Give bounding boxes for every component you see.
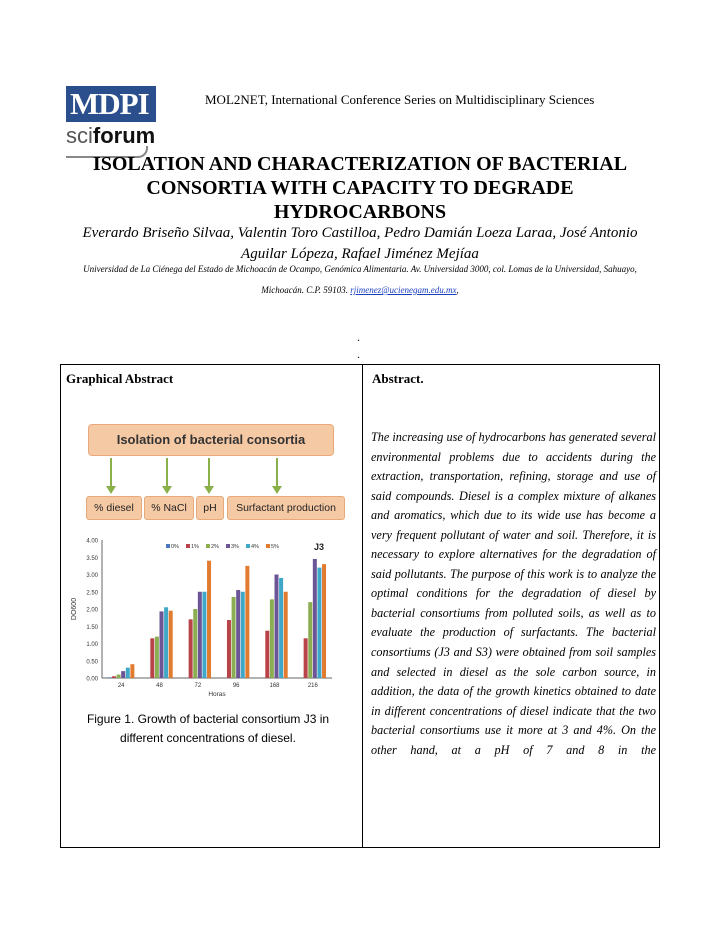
condition-nacl: % NaCl [144,496,194,520]
separator-dot-2: . [357,347,360,361]
y-tick-label: 2.50 [86,590,98,597]
bar [322,564,326,678]
conference-name: MOL2NET, International Conference Series on Multidisciplinary Sciences [205,92,595,107]
abstract-heading: Abstract. [372,371,424,386]
condition-diesel: % diesel [86,496,142,520]
arrowhead-1 [106,486,116,494]
bar [317,568,321,678]
bar [160,611,164,678]
y-tick-label: 0.00 [86,676,98,683]
paper-authors: Everardo Briseño Silvaa, Valentin Toro Castilloa, Pedro Damián Loeza Laraa, José Antonio Aguilar Lópeza, Rafael Jiménez Mejíaa [82,225,638,262]
arrow-3 [208,458,210,488]
bar [275,575,279,679]
bar [155,637,159,678]
bar [117,675,121,678]
bar [112,676,116,678]
bar [241,592,245,678]
sciforum-logo-text [66,124,156,148]
bar [232,597,236,678]
bar [304,638,308,678]
y-tick-label: 0.50 [86,659,98,666]
x-tick-label: 24 [117,683,125,689]
bar [202,592,206,678]
arrowhead-4 [272,486,282,494]
arrow-1 [110,458,112,488]
separator-dot-1: . [357,330,360,344]
bar [189,619,193,678]
x-tick-label: 72 [194,683,202,689]
x-tick-label: 48 [156,683,163,689]
arrowhead-2 [162,486,172,494]
legend-swatch [226,544,230,548]
x-tick-label: 168 [269,683,280,689]
bar [236,590,240,678]
legend-label: 0% [171,544,179,550]
legend-label: 3% [231,544,239,550]
graphical-abstract-heading: Graphical Abstract [66,371,174,386]
abstract-text: The increasing use of hydrocarbons has generated several environmental problems due to accidents during the extraction, transportation, refining, storage and use of said compounds. Diesel is a complex mixture of alkanes and aromatics, which due to its wide use has become a very frequent pollutant of water and soil. Therefore, it is necessary to explore alternatives for the degradation of said pollutants. The purpose of this work is to analyze the optimal conditions for the degradation of diesel by bacterial consortiums from polluted soils, as well as to evaluate the production of surfactants. The bacterial consortiums (J3 and S3) were obtained from soil samples and selected in diesel as the sole carbon source, in addition, the data of the growth kinetics obtained to date in different concentrations of diesel indicate that the two bacterial consortiums use it more at 3 and 4%. On the other hand, at a pH of 7 and 8 in the [371,430,656,757]
mdpi-sciforum-logo [66,86,156,158]
legend-label: 4% [251,544,259,550]
bar [164,607,168,678]
bar [279,578,283,678]
legend-swatch [166,544,170,548]
affiliation-line-2 [60,285,660,295]
legend-swatch [246,544,250,548]
bar [193,609,197,678]
y-tick-label: 4.00 [86,538,98,545]
graphical-abstract-figure [71,420,350,710]
bar [227,620,231,678]
y-tick-label: 3.00 [86,573,98,579]
arrow-4 [276,458,278,488]
affiliation: Universidad de La Ciénega del Estado de Michoacán de Ocampo, Genómica Alimentaria. Av. Universidad 3000, col. Lomas de la Universidad, Sahuayo, [83,264,637,274]
bar [121,671,125,678]
legend-swatch [266,544,270,548]
figure-caption: Figure 1. Growth of bacterial consortium J3 in different concentrations of diesel. [86,712,330,745]
bar [284,592,288,678]
table-divider [362,364,363,848]
x-tick-label: 216 [307,683,318,689]
y-tick-label: 3.50 [86,555,98,562]
bar [308,602,312,678]
x-tick-label: 96 [232,683,240,689]
arrow-2 [166,458,168,488]
bar [130,664,134,678]
bar [126,668,130,678]
mdpi-logo-text: MDPI [66,86,156,122]
bar [265,631,269,678]
paper-title: ISOLATION AND CHARACTERIZATION OF BACTERIAL CONSORTIA WITH CAPACITY TO DEGRADE HYDROCARBONS [92,153,628,223]
y-tick-label: 1.50 [86,624,98,631]
legend-label: 2% [211,544,219,550]
bar [169,611,173,678]
legend-swatch [186,544,190,548]
isolation-box: Isolation of bacterial consortia [88,424,334,456]
legend-label: 1% [191,544,199,550]
condition-ph: pH [196,496,224,520]
email-link[interactable]: rjimenez@ucienegam.edu.mx [350,285,457,295]
logo-sci: sci [66,123,93,148]
affiliation-address: Michoacán. C.P. 59103. [261,285,351,295]
logo-forum: forum [92,123,156,148]
bar [313,559,317,678]
bar [245,566,249,678]
chart-title: J3 [313,542,324,552]
bar [270,599,274,678]
arrowhead-3 [204,486,214,494]
x-axis-label: Horas [208,691,226,698]
legend-swatch [206,544,210,548]
growth-bar-chart [66,532,336,712]
y-tick-label: 1.00 [86,642,98,648]
bar [207,561,211,678]
bar [107,677,111,678]
bar [150,638,154,678]
condition-surfactant: Surfactant production [227,496,345,520]
y-axis-label: DO600 [71,597,78,621]
y-tick-label: 2.00 [86,607,98,614]
affiliation-comma: , [456,285,459,295]
bar [198,592,202,678]
legend-label: 5% [271,544,279,550]
